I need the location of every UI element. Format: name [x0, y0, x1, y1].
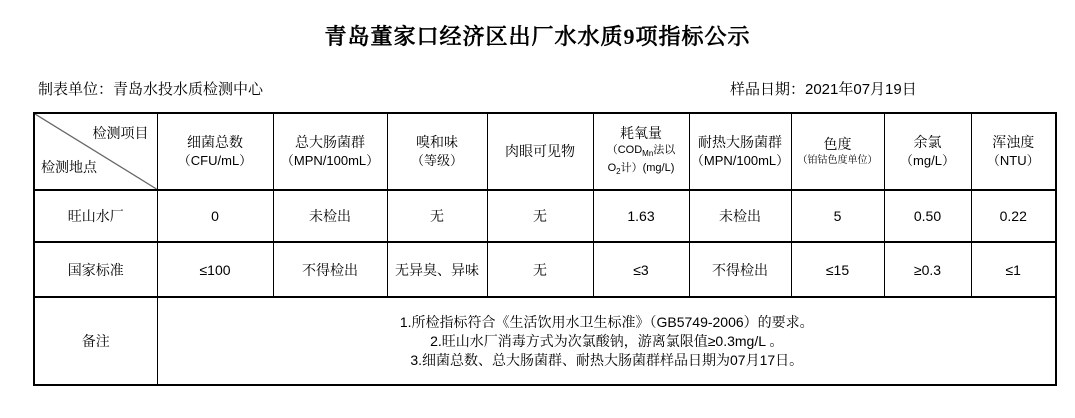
cell-value: ≤1	[971, 242, 1056, 297]
note-line-1: 1.所检指标符合《生活饮用水卫生标准》（GB5749-2006）的要求。	[399, 313, 814, 330]
header-total-coliform	[273, 113, 387, 190]
cell-value: 1.63	[593, 190, 689, 242]
column-name: 余氯	[913, 134, 942, 150]
cod-unit-part: 计）(mg/L)	[620, 162, 675, 174]
cod-unit-part: O	[607, 162, 617, 174]
column-unit: （MPN/100mL）	[690, 153, 790, 168]
water-quality-table	[33, 112, 1057, 386]
cod-unit-part: 法以	[653, 143, 676, 156]
cell-value: 5	[791, 190, 884, 242]
header-visible-matter	[487, 113, 593, 190]
cell-value: 0	[157, 190, 273, 242]
column-name: 色度	[823, 136, 852, 152]
cell-value: ≤100	[157, 242, 273, 297]
column-unit: （等级）	[410, 153, 463, 168]
header-bacteria-total	[157, 113, 273, 190]
column-name: 耐热大肠菌群	[698, 134, 782, 150]
corner-header-cell	[34, 113, 157, 190]
cod-unit-part: （COD	[606, 143, 643, 156]
column-unit: （CFU/mL）	[177, 153, 253, 168]
cell-value: 不得检出	[273, 242, 387, 297]
table-row-notes	[34, 297, 1056, 385]
notes-lines	[158, 309, 1056, 374]
diagonal-split-cell	[35, 114, 157, 189]
header-turbidity	[971, 113, 1056, 190]
note-line-3: 3.细菌总数、总大肠菌群、耐热大肠菌群样品日期为07月17日。	[410, 351, 804, 368]
cell-value: 未检出	[689, 190, 791, 242]
column-name: 浑浊度	[992, 134, 1035, 150]
cell-value: 无	[387, 190, 487, 242]
cell-value: 0.50	[884, 190, 971, 242]
sample-date-label: 样品日期：2021年07月19日	[730, 81, 917, 98]
column-unit: （铂钴色度单位）	[797, 155, 878, 166]
cell-value: 无	[487, 190, 593, 242]
table-header-row	[34, 113, 1056, 190]
table-row-national-standard	[34, 242, 1056, 297]
notes-cell	[157, 297, 1056, 385]
cell-value: 无	[487, 242, 593, 297]
column-unit: （NTU）	[986, 153, 1040, 168]
row-label: 旺山水厂	[34, 190, 157, 242]
column-name: 细菌总数	[187, 134, 243, 150]
cod-subscript-mn: Mn	[642, 149, 654, 158]
header-residual-chlorine	[884, 113, 971, 190]
column-name: 总大肠菌群	[295, 134, 365, 150]
cell-value: 不得检出	[689, 242, 791, 297]
table-row-wangshan-plant	[34, 190, 1056, 242]
header-cod	[593, 113, 689, 190]
issuing-org-label: 制表单位：青岛水投水质检测中心	[38, 81, 264, 98]
row-label: 国家标准	[34, 242, 157, 297]
column-name: 肉眼可见物	[505, 143, 575, 159]
column-name: 嗅和味	[416, 134, 458, 150]
header-thermotolerant-coliform	[689, 113, 791, 190]
cell-value: 0.22	[971, 190, 1056, 242]
column-unit	[594, 143, 689, 179]
notes-label: 备注	[34, 297, 157, 385]
o2-subscript: 2	[616, 167, 621, 177]
cell-value: ≤3	[593, 242, 689, 297]
header-chroma	[791, 113, 884, 190]
cell-value: ≥0.3	[884, 242, 971, 297]
header-odor-taste	[387, 113, 487, 190]
page-title: 青岛董家口经济区出厂水水质9项指标公示	[324, 24, 751, 49]
column-unit: （mg/L）	[900, 153, 955, 168]
corner-label-location: 检测地点	[41, 159, 97, 175]
cell-value: ≤15	[791, 242, 884, 297]
corner-label-items: 检测项目	[92, 125, 149, 141]
note-line-2: 2.旺山水厂消毒方式为次氯酸钠，游离氯限值≥0.3mg/L 。	[430, 332, 784, 349]
column-name: 耗氧量	[620, 124, 662, 141]
column-unit: （MPN/100mL）	[280, 153, 380, 168]
cell-value: 未检出	[273, 190, 387, 242]
cell-value: 无异臭、异味	[387, 242, 487, 297]
